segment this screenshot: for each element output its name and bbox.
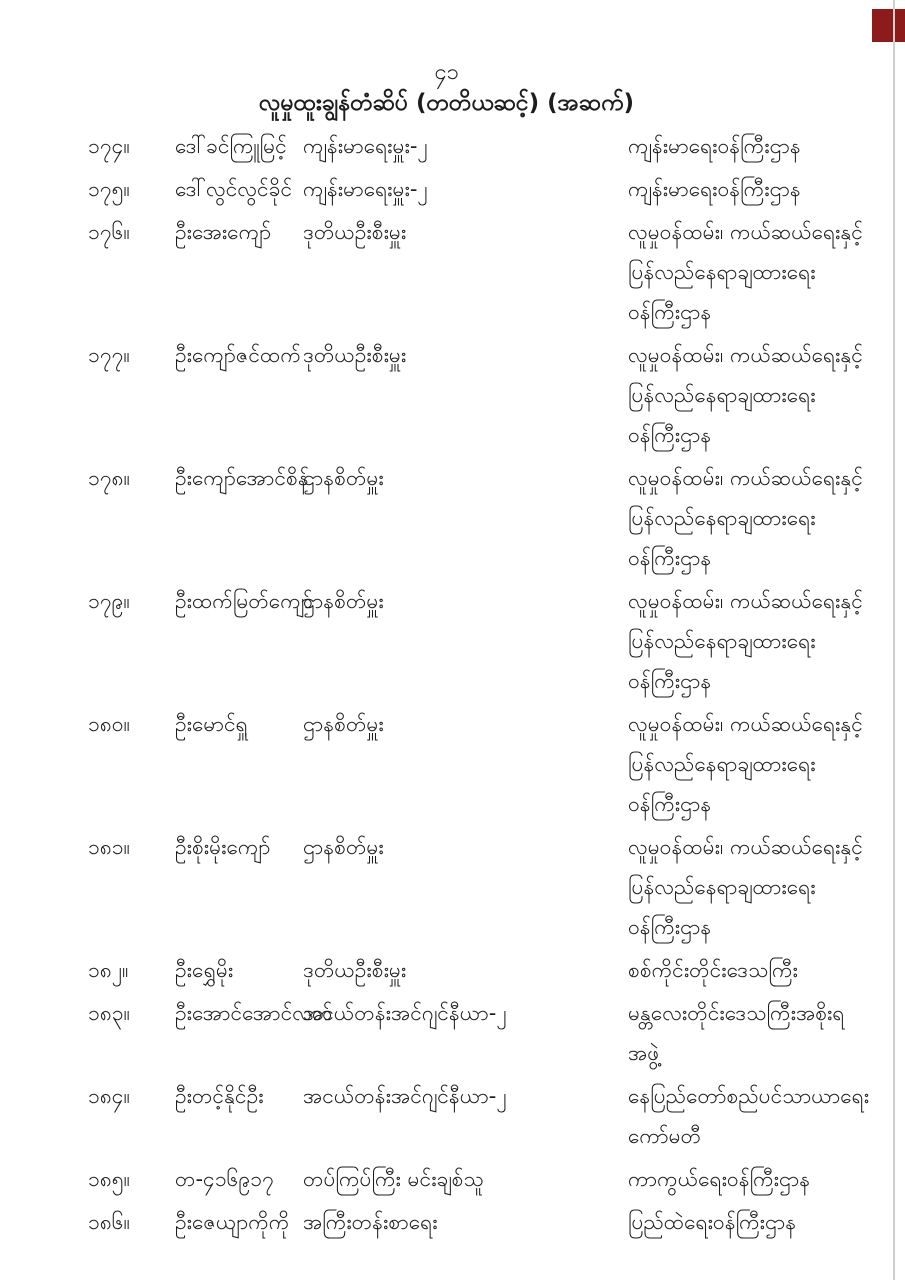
recipient-name: တ-၄၁၆၉၁၇ <box>175 1167 274 1191</box>
table-row <box>0 581 905 701</box>
department-line: အဖွဲ့ <box>628 1041 660 1065</box>
department-line: လူမှုဝန်ထမ်း၊ ကယ်ဆယ်ရေးနှင့် <box>628 220 863 244</box>
row-number: ၁၈၀။ <box>88 712 130 736</box>
department <box>628 458 905 578</box>
row-number: ၁၇၅။ <box>88 177 130 201</box>
recipient-name: ဦးထက်မြတ်ကျော် <box>175 589 313 613</box>
department-line: နေပြည်တော်စည်ပင်သာယာရေး <box>628 1084 870 1108</box>
department <box>628 581 905 701</box>
table-row <box>0 827 905 947</box>
department <box>628 126 905 166</box>
table-row <box>0 169 905 209</box>
department-line: ဝန်ကြီးဌာန <box>628 792 712 816</box>
position-title: အငယ်တန်းအင်ဂျင်နီယာ-၂ <box>303 1001 507 1025</box>
recipient-name: ဦးဇေယျာကိုကို <box>175 1210 290 1234</box>
department-line: ပြန်လည်နေရာချထားရေး <box>628 875 816 899</box>
row-number: ၁၇၇။ <box>88 343 130 367</box>
department-line: စစ်ကိုင်းတိုင်းဒေသကြီး <box>628 958 798 982</box>
position-title: ဒုတိယဦးစီးမှူး <box>303 958 407 982</box>
position-title: ကျန်းမာရေးမှူး-၂ <box>303 134 428 158</box>
position-title: ဒုတိယဦးစီးမှူး <box>303 343 407 367</box>
row-number: ၁၈၆။ <box>88 1210 130 1234</box>
recipient-name: ဦးစိုးမိုးကျော် <box>175 835 271 859</box>
department-line: ကျန်းမာရေးဝန်ကြီးဌာန <box>628 177 801 201</box>
table-row <box>0 212 905 332</box>
department <box>628 212 905 332</box>
row-number: ၁၈၃။ <box>88 1001 130 1025</box>
department-line: ပြန်လည်နေရာချထားရေး <box>628 383 816 407</box>
department-line: ဝန်ကြီးဌာန <box>628 300 712 324</box>
recipient-name: ဦးအေးကျော် <box>175 220 272 244</box>
position-title: ဌာနစိတ်မှူး <box>303 589 384 613</box>
table-row <box>0 704 905 824</box>
row-number: ၁၈၁။ <box>88 835 130 859</box>
page-number: ၄၁ <box>434 60 459 85</box>
department-line: လူမှုဝန်ထမ်း၊ ကယ်ဆယ်ရေးနှင့် <box>628 712 863 736</box>
recipient-name: ဦးကျော်ဇင်ထက် <box>175 343 301 367</box>
department-line: ပြန်လည်နေရာချထားရေး <box>628 629 816 653</box>
table-row <box>0 993 905 1073</box>
department-line: လူမှုဝန်ထမ်း၊ ကယ်ဆယ်ရေးနှင့် <box>628 589 863 613</box>
table-row <box>0 126 905 166</box>
department <box>628 1076 905 1156</box>
department-line: ဝန်ကြီးဌာန <box>628 915 712 939</box>
department-line: ဝန်ကြီးဌာန <box>628 546 712 570</box>
page-title: လူမှုထူးချွန်တံဆိပ် (တတိယဆင့်) (အဆက်) <box>258 90 635 116</box>
corner-red-marker <box>872 9 905 42</box>
department <box>628 1202 905 1242</box>
department-line: ပြန်လည်နေရာချထားရေး <box>628 260 816 284</box>
recipient-name: ဒေါ်လွင်လွင်ခိုင် <box>175 177 293 201</box>
table-row <box>0 335 905 455</box>
row-number: ၁၇၈။ <box>88 466 130 490</box>
department <box>628 169 905 209</box>
row-number: ၁၇၉။ <box>88 589 130 613</box>
row-number: ၁၈၂။ <box>88 958 129 982</box>
row-number: ၁၈၄။ <box>88 1084 130 1108</box>
recipient-name: ဒေါ်ခင်ကြူမြင့် <box>175 134 287 158</box>
position-title: ကျန်းမာရေးမှူး-၂ <box>303 177 428 201</box>
department-line: ဝန်ကြီးဌာန <box>628 669 712 693</box>
position-title: အကြီးတန်းစာရေး <box>303 1210 438 1234</box>
position-title: ဌာနစိတ်မှူး <box>303 835 384 859</box>
department <box>628 950 905 990</box>
recipient-list <box>0 126 905 1245</box>
department-line: လူမှုဝန်ထမ်း၊ ကယ်ဆယ်ရေးနှင့် <box>628 343 863 367</box>
recipient-name: ဦးကျော်အောင်စိန် <box>175 466 309 490</box>
recipient-name: ဦးတင့်နိုင်ဦး <box>175 1084 264 1108</box>
position-title: အငယ်တန်းအင်ဂျင်နီယာ-၂ <box>303 1084 507 1108</box>
table-row <box>0 1202 905 1242</box>
department-line: ကျန်းမာရေးဝန်ကြီးဌာန <box>628 134 801 158</box>
department-line: ပြန်လည်နေရာချထားရေး <box>628 506 816 530</box>
row-number: ၁၇၆။ <box>88 220 130 244</box>
department-line: လူမှုဝန်ထမ်း၊ ကယ်ဆယ်ရေးနှင့် <box>628 466 863 490</box>
department <box>628 827 905 947</box>
recipient-name: ဦးအောင်အောင်လတ် <box>175 1001 333 1025</box>
position-title: ဌာနစိတ်မှူး <box>303 466 384 490</box>
department-line: လူမှုဝန်ထမ်း၊ ကယ်ဆယ်ရေးနှင့် <box>628 835 863 859</box>
department <box>628 335 905 455</box>
department-line: ပြည်ထဲရေးဝန်ကြီးဌာန <box>628 1210 797 1234</box>
department-line: ကော်မတီ <box>628 1124 702 1148</box>
department <box>628 704 905 824</box>
department-line: ဝန်ကြီးဌာန <box>628 423 712 447</box>
table-row <box>0 950 905 990</box>
row-number: ၁၈၅။ <box>88 1167 130 1191</box>
table-row <box>0 458 905 578</box>
row-number: ၁၇၄။ <box>88 134 130 158</box>
table-row <box>0 1076 905 1156</box>
recipient-name: ဦးရွှေမိုး <box>175 958 234 982</box>
department-line: ပြန်လည်နေရာချထားရေး <box>628 752 816 776</box>
position-title: ဌာနစိတ်မှူး <box>303 712 384 736</box>
department <box>628 993 905 1073</box>
department-line: မန္တလေးတိုင်းဒေသကြီးအစိုးရ <box>628 1001 845 1025</box>
position-title: တပ်ကြပ်ကြီး မင်းချစ်သူ <box>303 1167 484 1191</box>
table-row <box>0 1159 905 1199</box>
recipient-name: ဦးမောင်ရှူ <box>175 712 248 736</box>
department <box>628 1159 905 1199</box>
department-line: ကာကွယ်ရေးဝန်ကြီးဌာန <box>628 1167 811 1191</box>
position-title: ဒုတိယဦးစီးမှူး <box>303 220 407 244</box>
